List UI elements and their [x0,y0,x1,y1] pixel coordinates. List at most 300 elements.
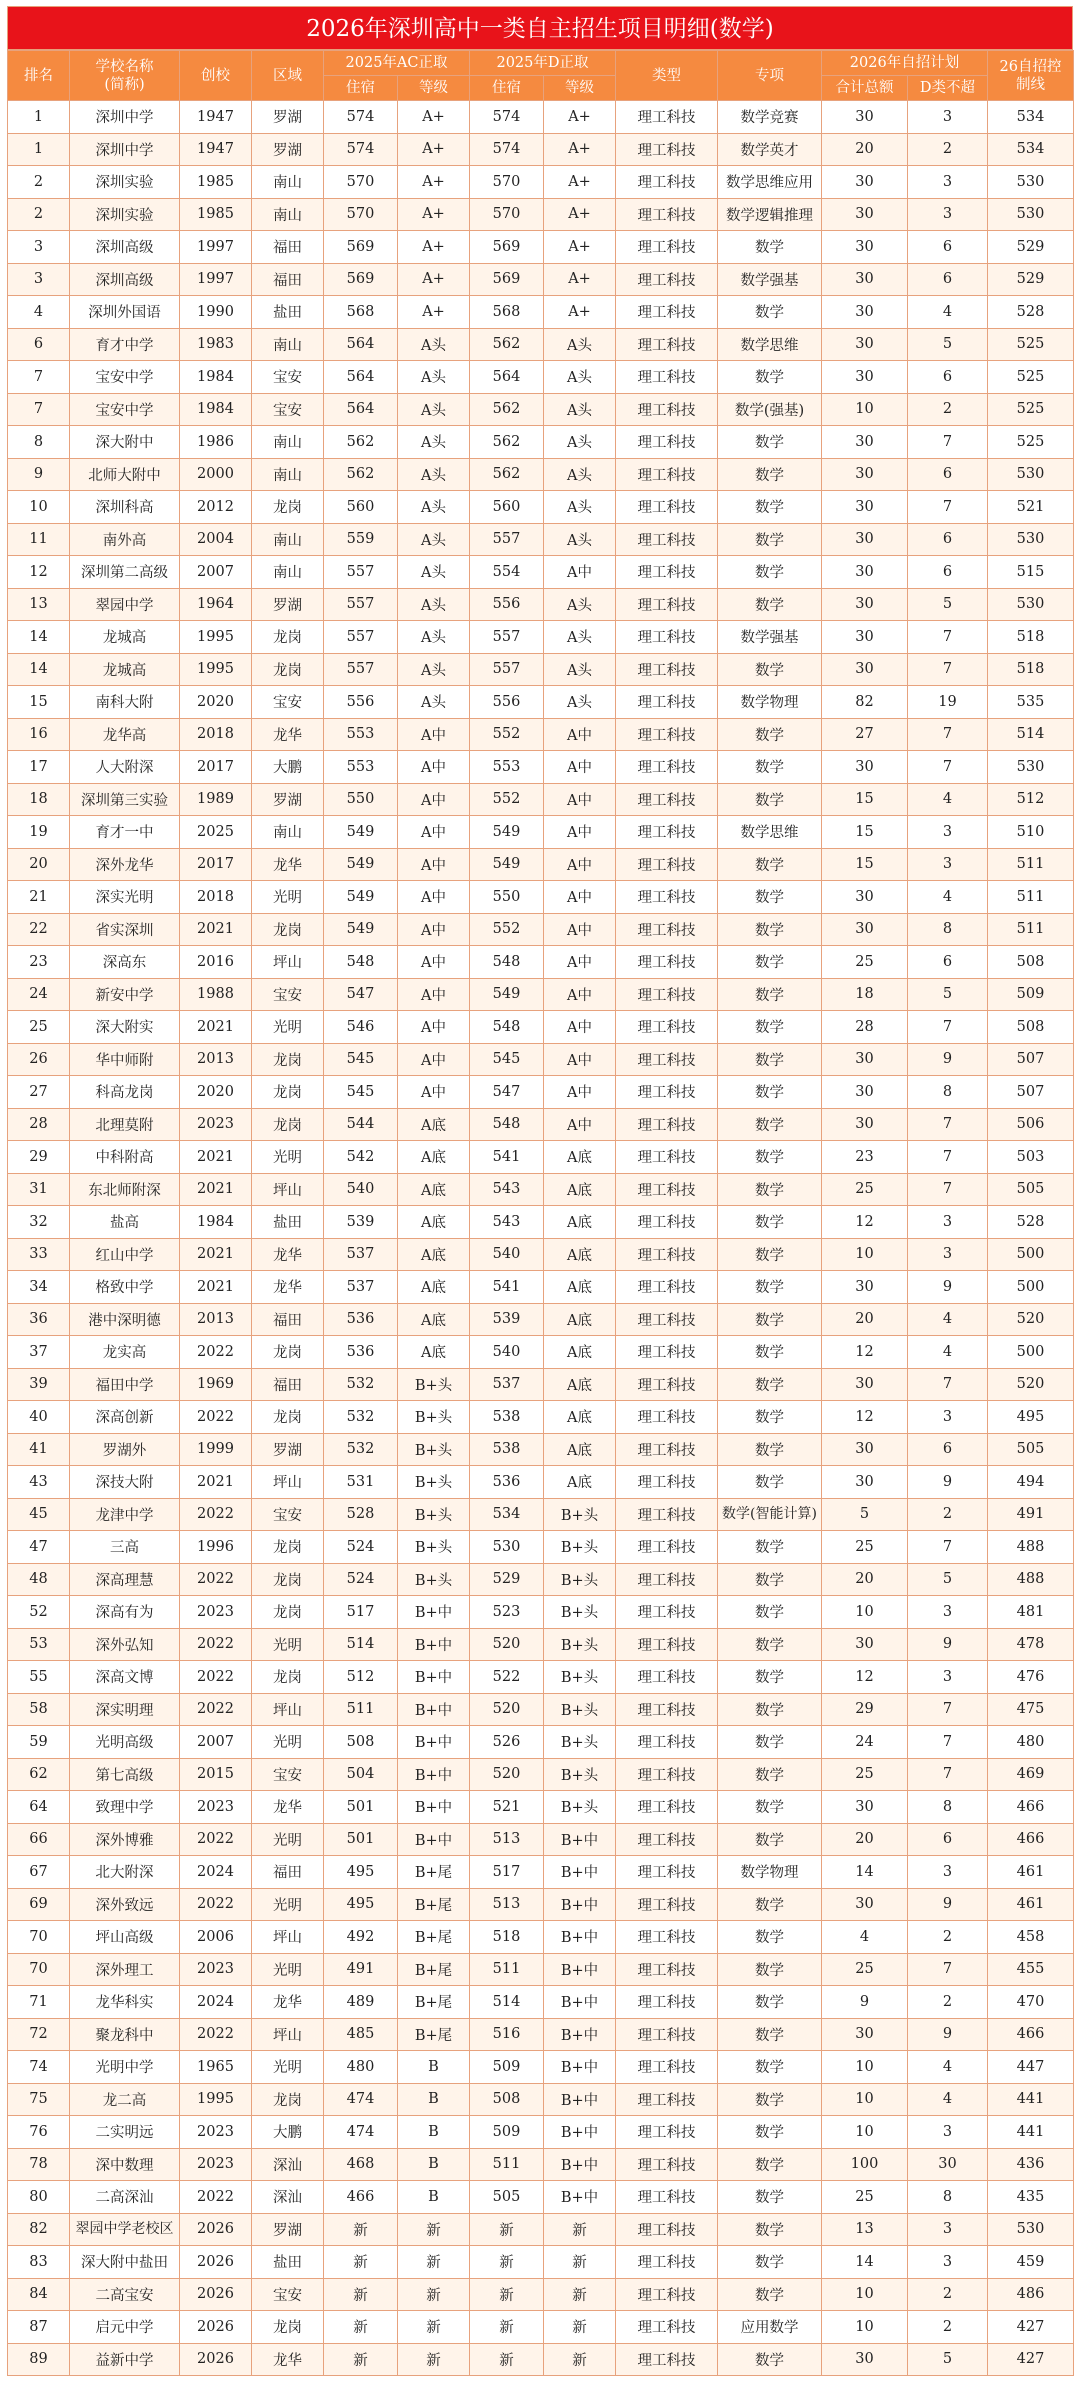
cell-ac-grade: A底 [398,1303,470,1336]
cell-plan-d: 6 [908,361,988,394]
cell-program: 数学 [718,751,822,784]
cell-program: 数学 [718,2018,822,2051]
cell-district: 龙岗 [252,491,324,524]
cell-school: 深圳第三实验 [70,783,180,816]
cell-rank: 43 [8,1466,70,1499]
cell-plan-d: 3 [908,1661,988,1694]
cell-type: 理工科技 [616,1141,718,1174]
cell-rank: 25 [8,1011,70,1044]
cell-ac-score: 新 [324,2343,398,2376]
cell-d-grade: A+ [544,198,616,231]
cell-control-line: 508 [988,946,1074,979]
table-row [8,1271,1074,1304]
cell-d-grade: B+中 [544,1921,616,1954]
cell-type: 理工科技 [616,1498,718,1531]
cell-ac-grade: A底 [398,1173,470,1206]
cell-d-score: 538 [470,1401,544,1434]
cell-type: 理工科技 [616,1921,718,1954]
cell-school: 致理中学 [70,1791,180,1824]
cell-plan-d: 5 [908,1563,988,1596]
cell-control-line: 436 [988,2148,1074,2181]
cell-rank: 40 [8,1401,70,1434]
cell-control-line: 528 [988,1206,1074,1239]
cell-ac-score: 466 [324,2181,398,2214]
cell-plan-total: 10 [822,2116,908,2149]
cell-control-line: 500 [988,1336,1074,1369]
cell-ac-grade: A底 [398,1336,470,1369]
cell-ac-grade: 新 [398,2213,470,2246]
cell-founded: 2021 [180,1011,252,1044]
cell-school: 东北师附深 [70,1173,180,1206]
cell-program: 数学逻辑推理 [718,198,822,231]
cell-rank: 15 [8,686,70,719]
cell-ac-score: 564 [324,328,398,361]
cell-d-grade: B+中 [544,1823,616,1856]
cell-ac-grade: A中 [398,978,470,1011]
cell-rank: 70 [8,1921,70,1954]
cell-plan-total: 30 [822,426,908,459]
cell-founded: 2023 [180,1953,252,1986]
cell-type: 理工科技 [616,1303,718,1336]
cell-ac-grade: B+头 [398,1368,470,1401]
cell-district: 南山 [252,198,324,231]
cell-program: 数学 [718,1921,822,1954]
cell-type: 理工科技 [616,1758,718,1791]
cell-school: 省实深圳 [70,913,180,946]
cell-founded: 2023 [180,1108,252,1141]
cell-d-score: 520 [470,1693,544,1726]
table-row [8,263,1074,296]
cell-rank: 72 [8,2018,70,2051]
cell-program: 数学 [718,2278,822,2311]
cell-district: 龙岗 [252,1336,324,1369]
cell-ac-score: 528 [324,1498,398,1531]
cell-founded: 1984 [180,393,252,426]
cell-ac-score: 514 [324,1628,398,1661]
cell-d-score: 537 [470,1368,544,1401]
cell-ac-score: 517 [324,1596,398,1629]
cell-d-grade: B+头 [544,1791,616,1824]
cell-founded: 2022 [180,1336,252,1369]
cell-ac-grade: A头 [398,686,470,719]
cell-control-line: 447 [988,2051,1074,2084]
cell-district: 坪山 [252,1173,324,1206]
cell-control-line: 470 [988,1986,1074,2019]
cell-control-line: 488 [988,1531,1074,1564]
cell-founded: 2004 [180,523,252,556]
cell-d-score: 552 [470,913,544,946]
cell-plan-d: 30 [908,2148,988,2181]
cell-control-line: 441 [988,2116,1074,2149]
cell-d-grade: A中 [544,816,616,849]
cell-control-line: 494 [988,1466,1074,1499]
cell-plan-total: 9 [822,1986,908,2019]
table-row [8,523,1074,556]
cell-control-line: 466 [988,1823,1074,1856]
cell-school: 格致中学 [70,1271,180,1304]
cell-d-grade: A中 [544,848,616,881]
cell-ac-grade: B [398,2148,470,2181]
table-row [8,1108,1074,1141]
cell-plan-d: 7 [908,426,988,459]
header-founded: 创校 [180,51,252,101]
cell-rank: 17 [8,751,70,784]
cell-rank: 48 [8,1563,70,1596]
cell-plan-total: 25 [822,1758,908,1791]
cell-plan-d: 4 [908,783,988,816]
cell-founded: 2013 [180,1043,252,1076]
cell-ac-score: 536 [324,1336,398,1369]
cell-founded: 2006 [180,1921,252,1954]
cell-d-grade: A中 [544,881,616,914]
cell-founded: 2017 [180,848,252,881]
cell-rank: 45 [8,1498,70,1531]
cell-plan-total: 30 [822,621,908,654]
cell-control-line: 427 [988,2343,1074,2376]
cell-ac-grade: B+中 [398,1823,470,1856]
cell-ac-score: 548 [324,946,398,979]
cell-d-score: 530 [470,1531,544,1564]
cell-control-line: 525 [988,328,1074,361]
cell-rank: 59 [8,1726,70,1759]
cell-rank: 83 [8,2246,70,2279]
cell-school: 翠园中学 [70,588,180,621]
cell-ac-score: 474 [324,2116,398,2149]
cell-plan-total: 10 [822,2083,908,2116]
cell-school: 南外高 [70,523,180,556]
cell-district: 坪山 [252,946,324,979]
cell-ac-grade: A中 [398,1076,470,1109]
cell-d-grade: B+中 [544,2083,616,2116]
cell-control-line: 469 [988,1758,1074,1791]
cell-d-grade: A中 [544,556,616,589]
cell-ac-score: 569 [324,231,398,264]
table-row [8,1596,1074,1629]
table-row [8,1141,1074,1174]
cell-rank: 36 [8,1303,70,1336]
cell-program: 数学(智能计算) [718,1498,822,1531]
cell-ac-grade: B+中 [398,1758,470,1791]
cell-control-line: 508 [988,1011,1074,1044]
cell-control-line: 486 [988,2278,1074,2311]
cell-founded: 2023 [180,2148,252,2181]
cell-d-score: 新 [470,2343,544,2376]
cell-type: 理工科技 [616,166,718,199]
cell-control-line: 480 [988,1726,1074,1759]
cell-ac-grade: A头 [398,426,470,459]
cell-d-grade: A中 [544,783,616,816]
cell-plan-d: 3 [908,1238,988,1271]
cell-d-grade: A底 [544,1238,616,1271]
table-row [8,166,1074,199]
cell-school: 深实明理 [70,1693,180,1726]
cell-ac-score: 532 [324,1368,398,1401]
cell-d-score: 520 [470,1628,544,1661]
cell-district: 宝安 [252,686,324,719]
cell-district: 盐田 [252,296,324,329]
cell-founded: 2012 [180,491,252,524]
cell-program: 数学物理 [718,1856,822,1889]
cell-program: 数学 [718,1953,822,1986]
cell-plan-total: 12 [822,1206,908,1239]
cell-plan-d: 3 [908,816,988,849]
cell-ac-score: 553 [324,718,398,751]
cell-plan-d: 3 [908,1856,988,1889]
cell-rank: 4 [8,296,70,329]
cell-d-score: 569 [470,263,544,296]
cell-program: 数学 [718,491,822,524]
cell-program: 数学 [718,1596,822,1629]
cell-school: 北理莫附 [70,1108,180,1141]
cell-control-line: 515 [988,556,1074,589]
cell-d-score: 539 [470,1303,544,1336]
cell-ac-grade: A+ [398,166,470,199]
table-row [8,2278,1074,2311]
cell-d-grade: B+头 [544,1498,616,1531]
cell-program: 数学思维应用 [718,166,822,199]
cell-district: 南山 [252,458,324,491]
table-row [8,361,1074,394]
cell-type: 理工科技 [616,621,718,654]
cell-program: 数学强基 [718,263,822,296]
cell-control-line: 518 [988,653,1074,686]
cell-founded: 2021 [180,1466,252,1499]
cell-type: 理工科技 [616,458,718,491]
cell-founded: 2013 [180,1303,252,1336]
table-row [8,198,1074,231]
cell-rank: 14 [8,653,70,686]
cell-rank: 12 [8,556,70,589]
cell-plan-total: 30 [822,1466,908,1499]
cell-ac-grade: B+尾 [398,1953,470,1986]
cell-ac-grade: B+中 [398,1726,470,1759]
cell-program: 数学 [718,588,822,621]
table-row [8,946,1074,979]
cell-d-grade: B+中 [544,2018,616,2051]
cell-rank: 2 [8,198,70,231]
cell-founded: 2022 [180,1823,252,1856]
page [7,6,1073,2376]
cell-rank: 69 [8,1888,70,1921]
header-school: 学校名称 (简称) [70,51,180,101]
cell-ac-score: 531 [324,1466,398,1499]
header-rank: 排名 [8,51,70,101]
cell-control-line: 500 [988,1238,1074,1271]
cell-d-grade: A中 [544,946,616,979]
cell-plan-d: 3 [908,166,988,199]
cell-founded: 2024 [180,1986,252,2019]
cell-district: 南山 [252,426,324,459]
cell-rank: 62 [8,1758,70,1791]
cell-ac-score: 新 [324,2246,398,2279]
cell-d-score: 549 [470,816,544,849]
cell-school: 三高 [70,1531,180,1564]
cell-school: 深高文博 [70,1661,180,1694]
table-row [8,2311,1074,2344]
cell-rank: 75 [8,2083,70,2116]
cell-control-line: 525 [988,393,1074,426]
cell-program: 数学 [718,361,822,394]
cell-control-line: 461 [988,1856,1074,1889]
table-row [8,913,1074,946]
cell-district: 福田 [252,1303,324,1336]
cell-school: 深圳外国语 [70,296,180,329]
cell-d-score: 548 [470,1108,544,1141]
cell-control-line: 507 [988,1043,1074,1076]
cell-plan-d: 9 [908,1466,988,1499]
cell-ac-grade: A中 [398,913,470,946]
cell-ac-grade: A头 [398,523,470,556]
cell-d-score: 556 [470,686,544,719]
cell-district: 龙岗 [252,2083,324,2116]
cell-ac-grade: A头 [398,361,470,394]
cell-school: 龙城高 [70,621,180,654]
cell-school: 光明中学 [70,2051,180,2084]
cell-d-grade: A头 [544,653,616,686]
cell-ac-grade: A头 [398,328,470,361]
table-row [8,2343,1074,2376]
cell-district: 光明 [252,1011,324,1044]
cell-founded: 1989 [180,783,252,816]
cell-d-score: 509 [470,2116,544,2149]
cell-plan-total: 30 [822,296,908,329]
cell-founded: 2007 [180,556,252,589]
cell-d-grade: A底 [544,1206,616,1239]
cell-plan-total: 10 [822,1596,908,1629]
cell-d-grade: A+ [544,166,616,199]
cell-district: 光明 [252,1953,324,1986]
cell-school: 深圳中学 [70,133,180,166]
cell-control-line: 518 [988,621,1074,654]
cell-plan-total: 14 [822,1856,908,1889]
cell-district: 龙岗 [252,1401,324,1434]
cell-plan-d: 7 [908,751,988,784]
cell-plan-d: 3 [908,1596,988,1629]
cell-ac-score: 562 [324,458,398,491]
cell-plan-total: 10 [822,1238,908,1271]
cell-rank: 9 [8,458,70,491]
table-row [8,1498,1074,1531]
cell-program: 数学 [718,1986,822,2019]
cell-plan-d: 3 [908,2116,988,2149]
cell-founded: 2026 [180,2278,252,2311]
cell-plan-d: 2 [908,2311,988,2344]
cell-control-line: 441 [988,2083,1074,2116]
cell-rank: 3 [8,231,70,264]
cell-district: 龙华 [252,718,324,751]
cell-district: 龙岗 [252,1108,324,1141]
cell-program: 数学英才 [718,133,822,166]
cell-ac-score: 540 [324,1173,398,1206]
cell-founded: 1995 [180,653,252,686]
table-row [8,1953,1074,1986]
cell-program: 数学 [718,1011,822,1044]
cell-founded: 2022 [180,1563,252,1596]
cell-plan-total: 27 [822,718,908,751]
table-row [8,1563,1074,1596]
cell-school: 罗湖外 [70,1433,180,1466]
cell-ac-score: 495 [324,1888,398,1921]
cell-founded: 2021 [180,913,252,946]
table-row [8,1076,1074,1109]
cell-founded: 1990 [180,296,252,329]
cell-plan-total: 25 [822,1173,908,1206]
cell-program: 数学 [718,1791,822,1824]
cell-district: 福田 [252,1368,324,1401]
cell-rank: 10 [8,491,70,524]
cell-plan-total: 30 [822,491,908,524]
cell-plan-d: 9 [908,1628,988,1661]
table-row [8,1986,1074,2019]
cell-founded: 2023 [180,1596,252,1629]
cell-d-grade: 新 [544,2213,616,2246]
cell-rank: 7 [8,361,70,394]
header-ac-grade: 等级 [398,76,470,101]
cell-control-line: 534 [988,133,1074,166]
cell-district: 福田 [252,1856,324,1889]
cell-control-line: 525 [988,426,1074,459]
cell-d-score: 553 [470,751,544,784]
cell-ac-grade: A+ [398,296,470,329]
cell-type: 理工科技 [616,1856,718,1889]
cell-control-line: 455 [988,1953,1074,1986]
header-control-line: 26自招控 制线 [988,51,1074,101]
cell-rank: 67 [8,1856,70,1889]
cell-district: 宝安 [252,1498,324,1531]
cell-type: 理工科技 [616,426,718,459]
cell-d-score: 540 [470,1336,544,1369]
cell-control-line: 520 [988,1368,1074,1401]
cell-d-score: 564 [470,361,544,394]
cell-d-grade: A头 [544,523,616,556]
cell-plan-total: 30 [822,1076,908,1109]
cell-school: 深高东 [70,946,180,979]
cell-d-grade: A头 [544,426,616,459]
cell-control-line: 503 [988,1141,1074,1174]
cell-district: 罗湖 [252,783,324,816]
cell-ac-score: 562 [324,426,398,459]
cell-ac-score: 574 [324,101,398,134]
cell-d-score: 552 [470,783,544,816]
cell-plan-d: 9 [908,1043,988,1076]
cell-plan-total: 30 [822,1888,908,1921]
cell-ac-score: 524 [324,1531,398,1564]
cell-type: 理工科技 [616,1953,718,1986]
cell-control-line: 507 [988,1076,1074,1109]
table-row [8,2018,1074,2051]
cell-ac-grade: B+尾 [398,1888,470,1921]
cell-ac-grade: A头 [398,588,470,621]
cell-ac-score: 568 [324,296,398,329]
cell-plan-total: 14 [822,2246,908,2279]
cell-type: 理工科技 [616,231,718,264]
cell-plan-d: 2 [908,133,988,166]
cell-founded: 1996 [180,1531,252,1564]
cell-d-score: 549 [470,848,544,881]
cell-rank: 64 [8,1791,70,1824]
cell-plan-d: 2 [908,1921,988,1954]
cell-district: 坪山 [252,1921,324,1954]
cell-program: 数学 [718,1661,822,1694]
cell-district: 龙华 [252,848,324,881]
cell-control-line: 525 [988,361,1074,394]
cell-type: 理工科技 [616,523,718,556]
cell-ac-grade: B+尾 [398,1921,470,1954]
cell-plan-d: 8 [908,913,988,946]
cell-school: 深圳实验 [70,198,180,231]
cell-d-score: 新 [470,2213,544,2246]
cell-ac-score: 468 [324,2148,398,2181]
